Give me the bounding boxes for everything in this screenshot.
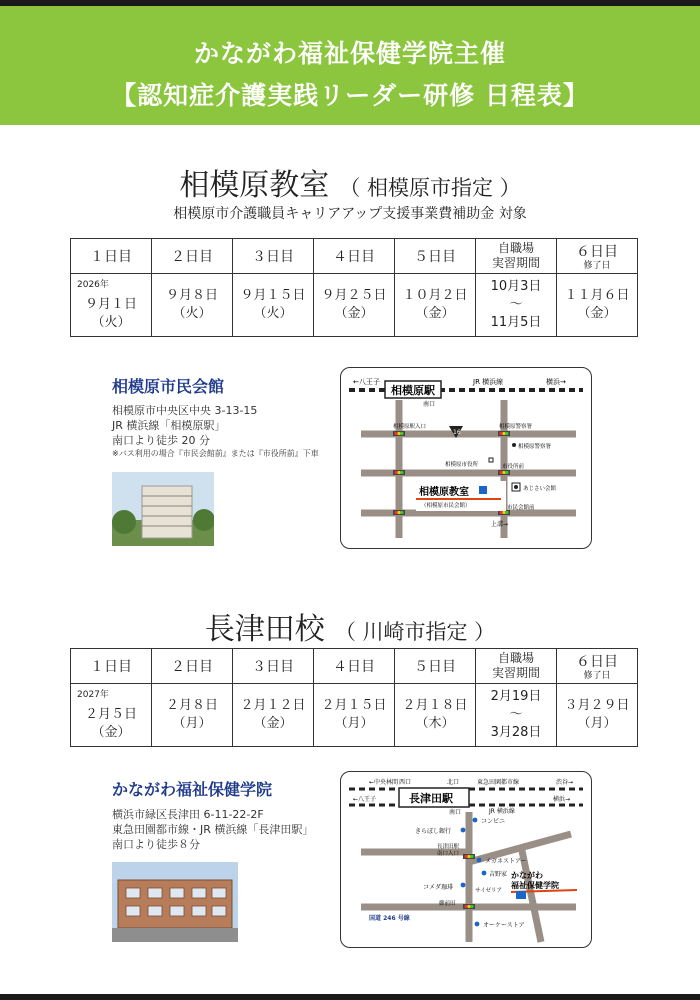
classroom-name: 相模原教室 [179,168,330,203]
svg-text:長津田駅: 長津田駅 [437,844,460,850]
svg-text:上溝→: 上溝→ [491,521,509,528]
header-cell: ６日目 修了日 [557,239,638,274]
station-label: 相模原駅 [391,384,435,397]
banner-title: かながわ福祉保健学院主催 [193,39,506,68]
svg-text:JR 横浜線: JR 横浜線 [489,808,515,815]
header-cell: ６日目 修了日 [557,649,638,684]
svg-text:きらぼし銀行: きらぼし銀行 [415,828,452,835]
venue-name: 相模原市民会館 [112,377,225,396]
svg-text:←中央林間: ←中央林間 [369,779,399,786]
header-cell: ３日目 [233,239,314,274]
svg-text:西口: 西口 [399,779,412,786]
date-cell: 2月19日 〜 3月28日 [476,684,557,747]
building-photo [112,862,238,942]
header-cell: 自職場 実習期間 [476,649,557,684]
svg-text:南口: 南口 [449,809,462,816]
svg-text:オーケーストア: オーケーストア [483,922,525,929]
date-cell: ９月８日 （火） [152,274,233,337]
svg-text:吉野家: 吉野家 [489,871,508,878]
date-cell: ３月２９日 （月） [557,684,638,747]
station-label: 長津田駅 [409,792,453,805]
svg-text:かながわ: かながわ [511,871,543,880]
date-cell: １０月２日 （金） [395,274,476,337]
date-cell: ９月２５日 （金） [314,274,395,337]
bottom-border [0,994,700,1000]
date-cell: 2026年 ９月１日 （火） [71,274,152,337]
date-cell: ２月８日 （月） [152,684,233,747]
header-cell: １日目 [71,649,152,684]
subsidy-note: 相模原市介護職員キャリアアップ支援事業費補助金 対象 [173,206,527,222]
date-cell: ２月１２日 （金） [233,684,314,747]
svg-text:国道 246 号線: 国道 246 号線 [369,915,410,922]
header-cell: ２日目 [152,649,233,684]
classroom-name: 長津田校 [204,612,325,647]
svg-text:相模原警察署: 相模原警察署 [518,444,552,450]
venue-name: かながわ福祉保健学院 [112,780,273,799]
svg-text:←八王子: ←八王子 [353,796,377,803]
venue-train: JR 横浜線「相模原駅」 [112,419,226,432]
svg-text:16: 16 [453,429,461,436]
svg-text:コンビニ: コンビニ [481,818,506,825]
venue-map-label: 相模原教室 [419,487,469,498]
svg-text:北口: 北口 [447,779,460,786]
header-banner [0,6,700,125]
venue-address: 相模原市中央区中央 3-13-15 [112,404,258,417]
svg-text:コメダ珈琲: コメダ珈琲 [423,884,454,891]
header-cell: ４日目 [314,239,395,274]
header-cell: ２日目 [152,239,233,274]
date-cell: ２月１５日 （月） [314,684,395,747]
map-nagatsuta [340,771,592,948]
venue-address: 横浜市緑区長津田 6-11-22-2F [112,808,264,821]
date-cell: ２月１８日 （木） [395,684,476,747]
svg-text:横浜→: 横浜→ [553,796,571,803]
svg-text:相模原市役所: 相模原市役所 [445,462,479,468]
designation: （ 川崎市指定 ） [334,620,496,644]
svg-text:南口入口: 南口入口 [437,851,460,857]
svg-text:JR 横浜線: JR 横浜線 [473,378,504,386]
venue-walk: 南口より徒歩８分 [112,838,200,851]
section-title-sagamihara [0,160,700,204]
year-label: 2027年 [77,690,109,700]
header-cell: ５日目 [395,649,476,684]
banner-subtitle: 【認知症介護実践リーダー研修 日程表】 [111,81,589,110]
svg-text:市民会館前: 市民会館前 [507,505,535,511]
svg-text:南口: 南口 [423,401,436,408]
date-cell: 10月3日 〜 11月5日 [476,274,557,337]
schedule-table-sagamihara [70,238,638,337]
svg-text:福祉保健学院: 福祉保健学院 [511,881,559,890]
svg-text:←八王子: ←八王子 [353,378,380,386]
date-cell: 2027年 ２月５日 （金） [71,684,152,747]
header-cell: ３日目 [233,649,314,684]
schedule-table-nagatsuta [70,648,638,747]
date-cell: ９月１５日 （火） [233,274,314,337]
svg-text:横浜→: 横浜→ [546,378,566,386]
svg-text:相模原駅入口: 相模原駅入口 [393,424,427,430]
svg-text:市役所前: 市役所前 [502,464,525,470]
svg-text:サイゼリア: サイゼリア [475,888,502,894]
date-cell: １１月６日 （金） [557,274,638,337]
svg-text:メガネストアー: メガネストアー [485,858,527,865]
svg-text:相模原警察署: 相模原警察署 [499,424,533,430]
svg-text:御前田: 御前田 [439,901,456,907]
svg-text:渋谷→: 渋谷→ [556,779,574,786]
map-sagamihara [340,367,592,549]
venue-walk: 南口より徒歩 20 分 [112,434,210,447]
designation: （ 相模原市指定 ） [339,176,521,200]
section-title-nagatsuta [0,604,700,648]
header-cell: １日目 [71,239,152,274]
building-photo [112,472,214,546]
year-label: 2026年 [77,280,109,290]
header-cell: ５日目 [395,239,476,274]
svg-text:あじさい会館: あじさい会館 [523,486,557,492]
venue-train: 東急田園都市線・JR 横浜線「長津田駅」 [112,823,314,836]
header-cell: 自職場 実習期間 [476,239,557,274]
venue-bus-note: ※バス利用の場合『市民会館前』または『市役所前』下車 [112,449,319,458]
svg-text:東急田園都市線: 東急田園都市線 [477,779,520,786]
header-cell: ４日目 [314,649,395,684]
svg-text:（相模原市民会館）: （相模原市民会館） [421,503,471,509]
